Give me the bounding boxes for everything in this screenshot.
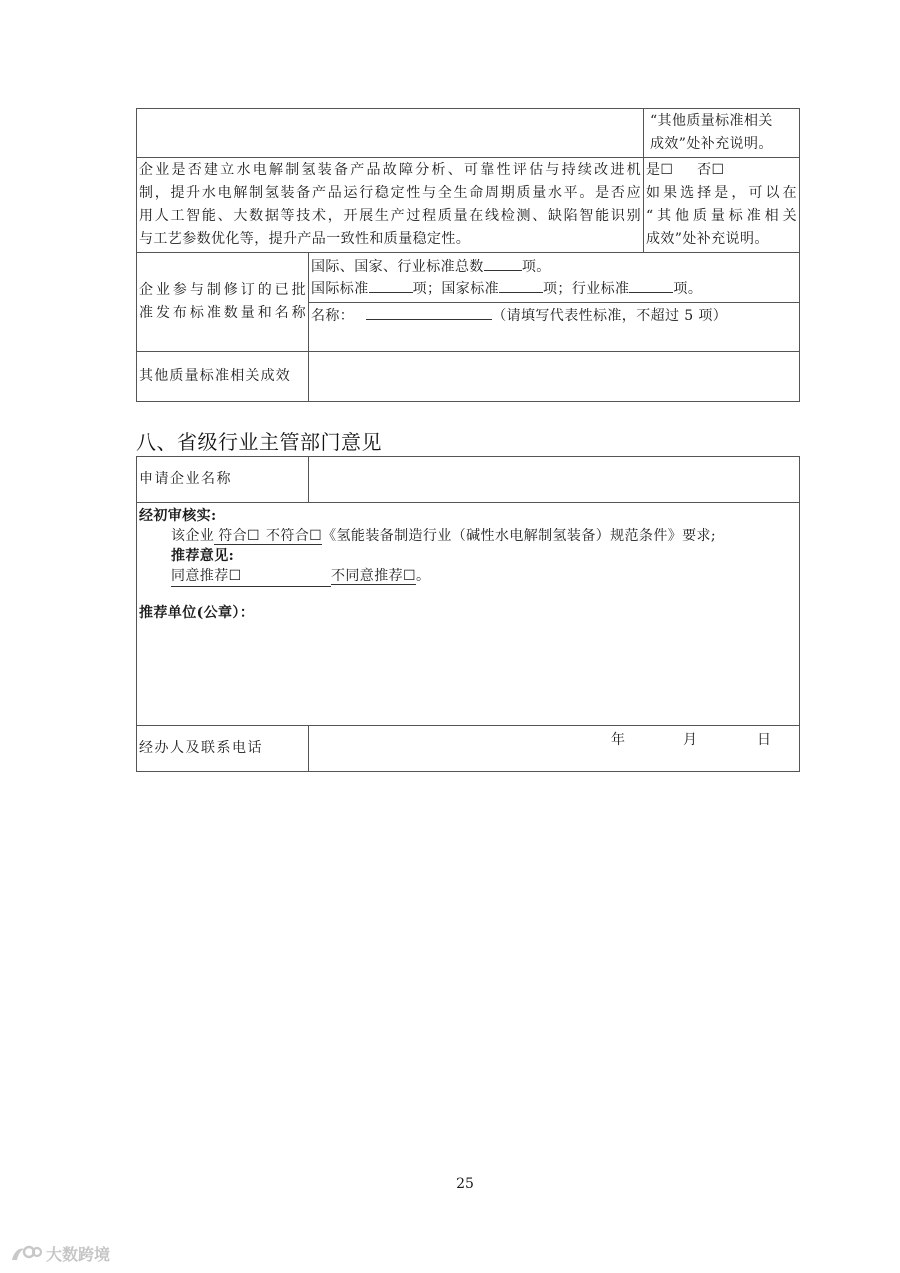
review-line	[139, 526, 797, 546]
industry-count-field[interactable]	[629, 278, 673, 293]
review-prefix: 该企业	[171, 528, 215, 544]
standards-total-line	[311, 256, 797, 278]
unit-label: 推荐单位(公章）：	[139, 605, 255, 621]
question-line: 与工艺参数优化等，提升产品一致性和质量稳定性。	[139, 231, 471, 247]
not-conform-option[interactable]: 不符合☐	[260, 528, 322, 545]
recommend-heading: 推荐意见:	[171, 548, 235, 564]
period: 。	[415, 568, 431, 584]
no-checkbox[interactable]: ☐	[711, 162, 725, 178]
name-note: （请填写代表性标准，不超过 5 项）	[492, 308, 728, 324]
note-line: “其他质量标准相关	[646, 208, 797, 224]
contact-field[interactable]	[309, 726, 800, 772]
note-line: “其他质量标准相关	[650, 113, 773, 129]
national-count-field[interactable]	[499, 278, 543, 293]
standards-label-cell	[137, 253, 309, 352]
section-title: 八、省级行业主管部门意见	[136, 430, 382, 454]
page-number: 25	[456, 1176, 474, 1192]
total-suffix: 项。	[521, 259, 551, 275]
empty-cell	[137, 109, 644, 158]
question-line: 用人工智能、大数据等技术，开展生产过程质量在线检测、缺陷智能识别	[139, 208, 641, 224]
applicant-name-field[interactable]	[309, 457, 800, 503]
total-count-field[interactable]	[484, 256, 522, 271]
agree-option[interactable]: 同意推荐☐	[171, 566, 331, 587]
total-prefix: 国际、国家、行业标准总数	[311, 259, 484, 275]
standards-name-line	[311, 305, 797, 328]
note-cell	[644, 109, 800, 158]
review-suffix: 《氢能装备制造行业（碱性水电解制氢装备）规范条件》要求;	[322, 528, 717, 544]
industry-suffix: 项。	[673, 281, 703, 297]
applicant-label-cell	[137, 457, 309, 503]
other-effects-label: 其他质量标准相关成效	[139, 368, 291, 384]
yes-no-cell	[644, 158, 800, 253]
watermark	[8, 1242, 110, 1265]
disagree-option[interactable]: 不同意推荐☐	[331, 568, 416, 584]
standards-label-line: 企业参与制修订的已批	[139, 282, 306, 298]
note-line: 如果选择是，可以在	[646, 185, 797, 201]
national-suffix: 项；行业标准	[543, 281, 630, 297]
yes-label: 是	[646, 162, 661, 178]
name-label: 名称：	[311, 308, 355, 324]
brand-logo-icon	[8, 1243, 42, 1265]
no-label: 否	[697, 162, 712, 178]
other-effects-label-cell	[137, 352, 309, 402]
applicant-label: 申请企业名称	[139, 471, 232, 487]
intl-count-field[interactable]	[369, 278, 413, 293]
month-label: 月	[683, 732, 697, 748]
contact-label: 经办人及联系电话	[139, 740, 263, 756]
day-label: 日	[757, 732, 771, 748]
standards-breakdown-line	[311, 278, 797, 300]
quality-question-cell	[137, 158, 644, 253]
note-line: 成效”处补充说明。	[650, 136, 773, 152]
watermark-text: 大数跨境	[46, 1245, 111, 1264]
standards-name-cell	[309, 303, 800, 352]
yes-no-options	[646, 159, 797, 182]
provincial-opinion-table	[136, 456, 800, 772]
note-line: 成效”处补充说明。	[646, 231, 769, 247]
question-line: 企业是否建立水电解制氢装备产品故障分析、可靠性评估与持续改进机	[139, 162, 641, 178]
standards-name-field[interactable]	[366, 305, 492, 320]
intl-prefix: 国际标准	[311, 281, 369, 297]
conform-option[interactable]: 符合☐	[214, 528, 260, 545]
standards-table	[136, 108, 800, 402]
question-line: 制，提升水电解制氢装备产品运行稳定性与全生命周期质量水平。是否应	[139, 185, 641, 201]
standards-count-cell	[309, 253, 800, 303]
yes-checkbox[interactable]: ☐	[660, 162, 674, 178]
contact-label-cell	[137, 726, 309, 772]
year-label: 年	[611, 732, 625, 748]
standards-label-line: 准发布标准数量和名称	[139, 305, 306, 321]
other-effects-field[interactable]	[309, 352, 800, 402]
intl-suffix: 项；国家标准	[412, 281, 500, 297]
review-heading: 经初审核实:	[139, 508, 217, 524]
recommend-line	[139, 566, 797, 587]
